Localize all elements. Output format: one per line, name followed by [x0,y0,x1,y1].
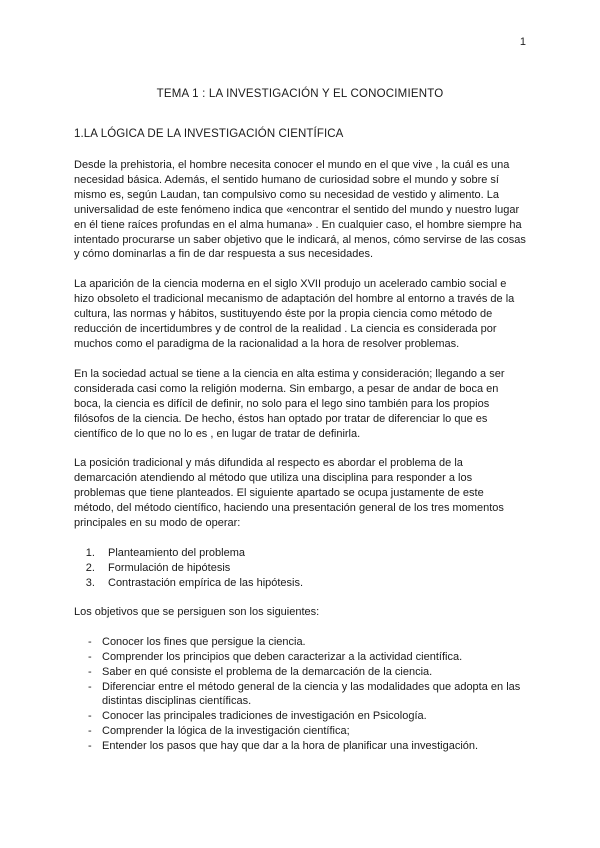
list-item: - Conocer los fines que persigue la ciencia. [74,635,526,650]
document-body [74,82,526,754]
list-item: - Saber en qué consiste el problema de la demarcación de la ciencia. [74,665,526,680]
section-heading: 1.LA LÓGICA DE LA INVESTIGACIÓN CIENTÍFICA [74,128,344,140]
paragraph-1: Desde la prehistoria, el hombre necesita conocer el mundo en el que vive , la cuál es una necesidad básica. Además, el sentido humano de curiosidad sobre el mundo y sobre sí mismo es, según Laudan, tan compulsivo como su necesidad de vestido y alimento. La universalidad de este fenómeno indica que «encontrar el sentido del mundo y nuestro lugar en él tiene raíces profundas en el alma humana» . En cualquier caso, el hombre siempre ha intentado procurarse un saber objetivo que le indicará, al menos, cómo servirse de las cosas y cómo dominarlas a fin de dar respuesta a sus necesidades. [74,159,526,261]
list-item: 1. Planteamiento del problema [98,546,526,561]
list-item: 2. Formulación de hipótesis [98,561,526,576]
paragraph-4: La posición tradicional y más difundida al respecto es abordar el problema de la demarcación atendiendo al método que utiliza una disciplina para responder a los problemas que tiene planteados. El siguiente apartado se ocupa justamente de este método, del método científico, haciendo una presentación general de los tres momentos principales en su modo de operar: [74,457,504,530]
page-title: TEMA 1 : LA INVESTIGACIÓN Y EL CONOCIMIENTO [156,88,444,100]
page-number: 1 [519,36,526,48]
list-item: - Comprender los principios que deben caracterizar a la actividad científica. [74,650,526,665]
method-steps-list [74,546,526,590]
list-item: - Entender los pasos que hay que dar a la hora de planificar una investigación. [74,739,526,754]
list-item: - Conocer las principales tradiciones de investigación en Psicología. [74,709,526,724]
objectives-list [74,635,526,753]
objectives-intro: Los objetivos que se persiguen son los siguientes: [74,606,320,619]
list-item: - Diferenciar entre el método general de la ciencia y las modalidades que adopta en las distintas disciplinas científicas. [74,680,526,710]
list-item: 3. Contrastación empírica de las hipótesis. [98,576,526,591]
paragraph-3: En la sociedad actual se tiene a la ciencia en alta estima y consideración; llegando a ser considerada casi como la religión moderna. Sin embargo, a pesar de andar de boca en boca, la ciencia es difícil de definir, no solo para el lego sino también para los propios filósofos de la ciencia. De hecho, éstos han optado por tratar de diferenciar lo que es científico de lo que no lo es , en lugar de tratar de definirla. [74,367,505,440]
list-item: - Comprender la lógica de la investigación científica; [74,724,526,739]
paragraph-2: La aparición de la ciencia moderna en el siglo XVII produjo un acelerado cambio social e hizo obsoleto el tradicional mecanismo de adaptación del hombre al entorno a través de la cultura, las normas y hábitos, sustituyendo éste por la propia ciencia como método de reducción de incertidumbres y de control de la realidad . La ciencia es considerada por muchos como el paradigma de la racionalidad a la hora de resolver problemas. [74,278,515,350]
